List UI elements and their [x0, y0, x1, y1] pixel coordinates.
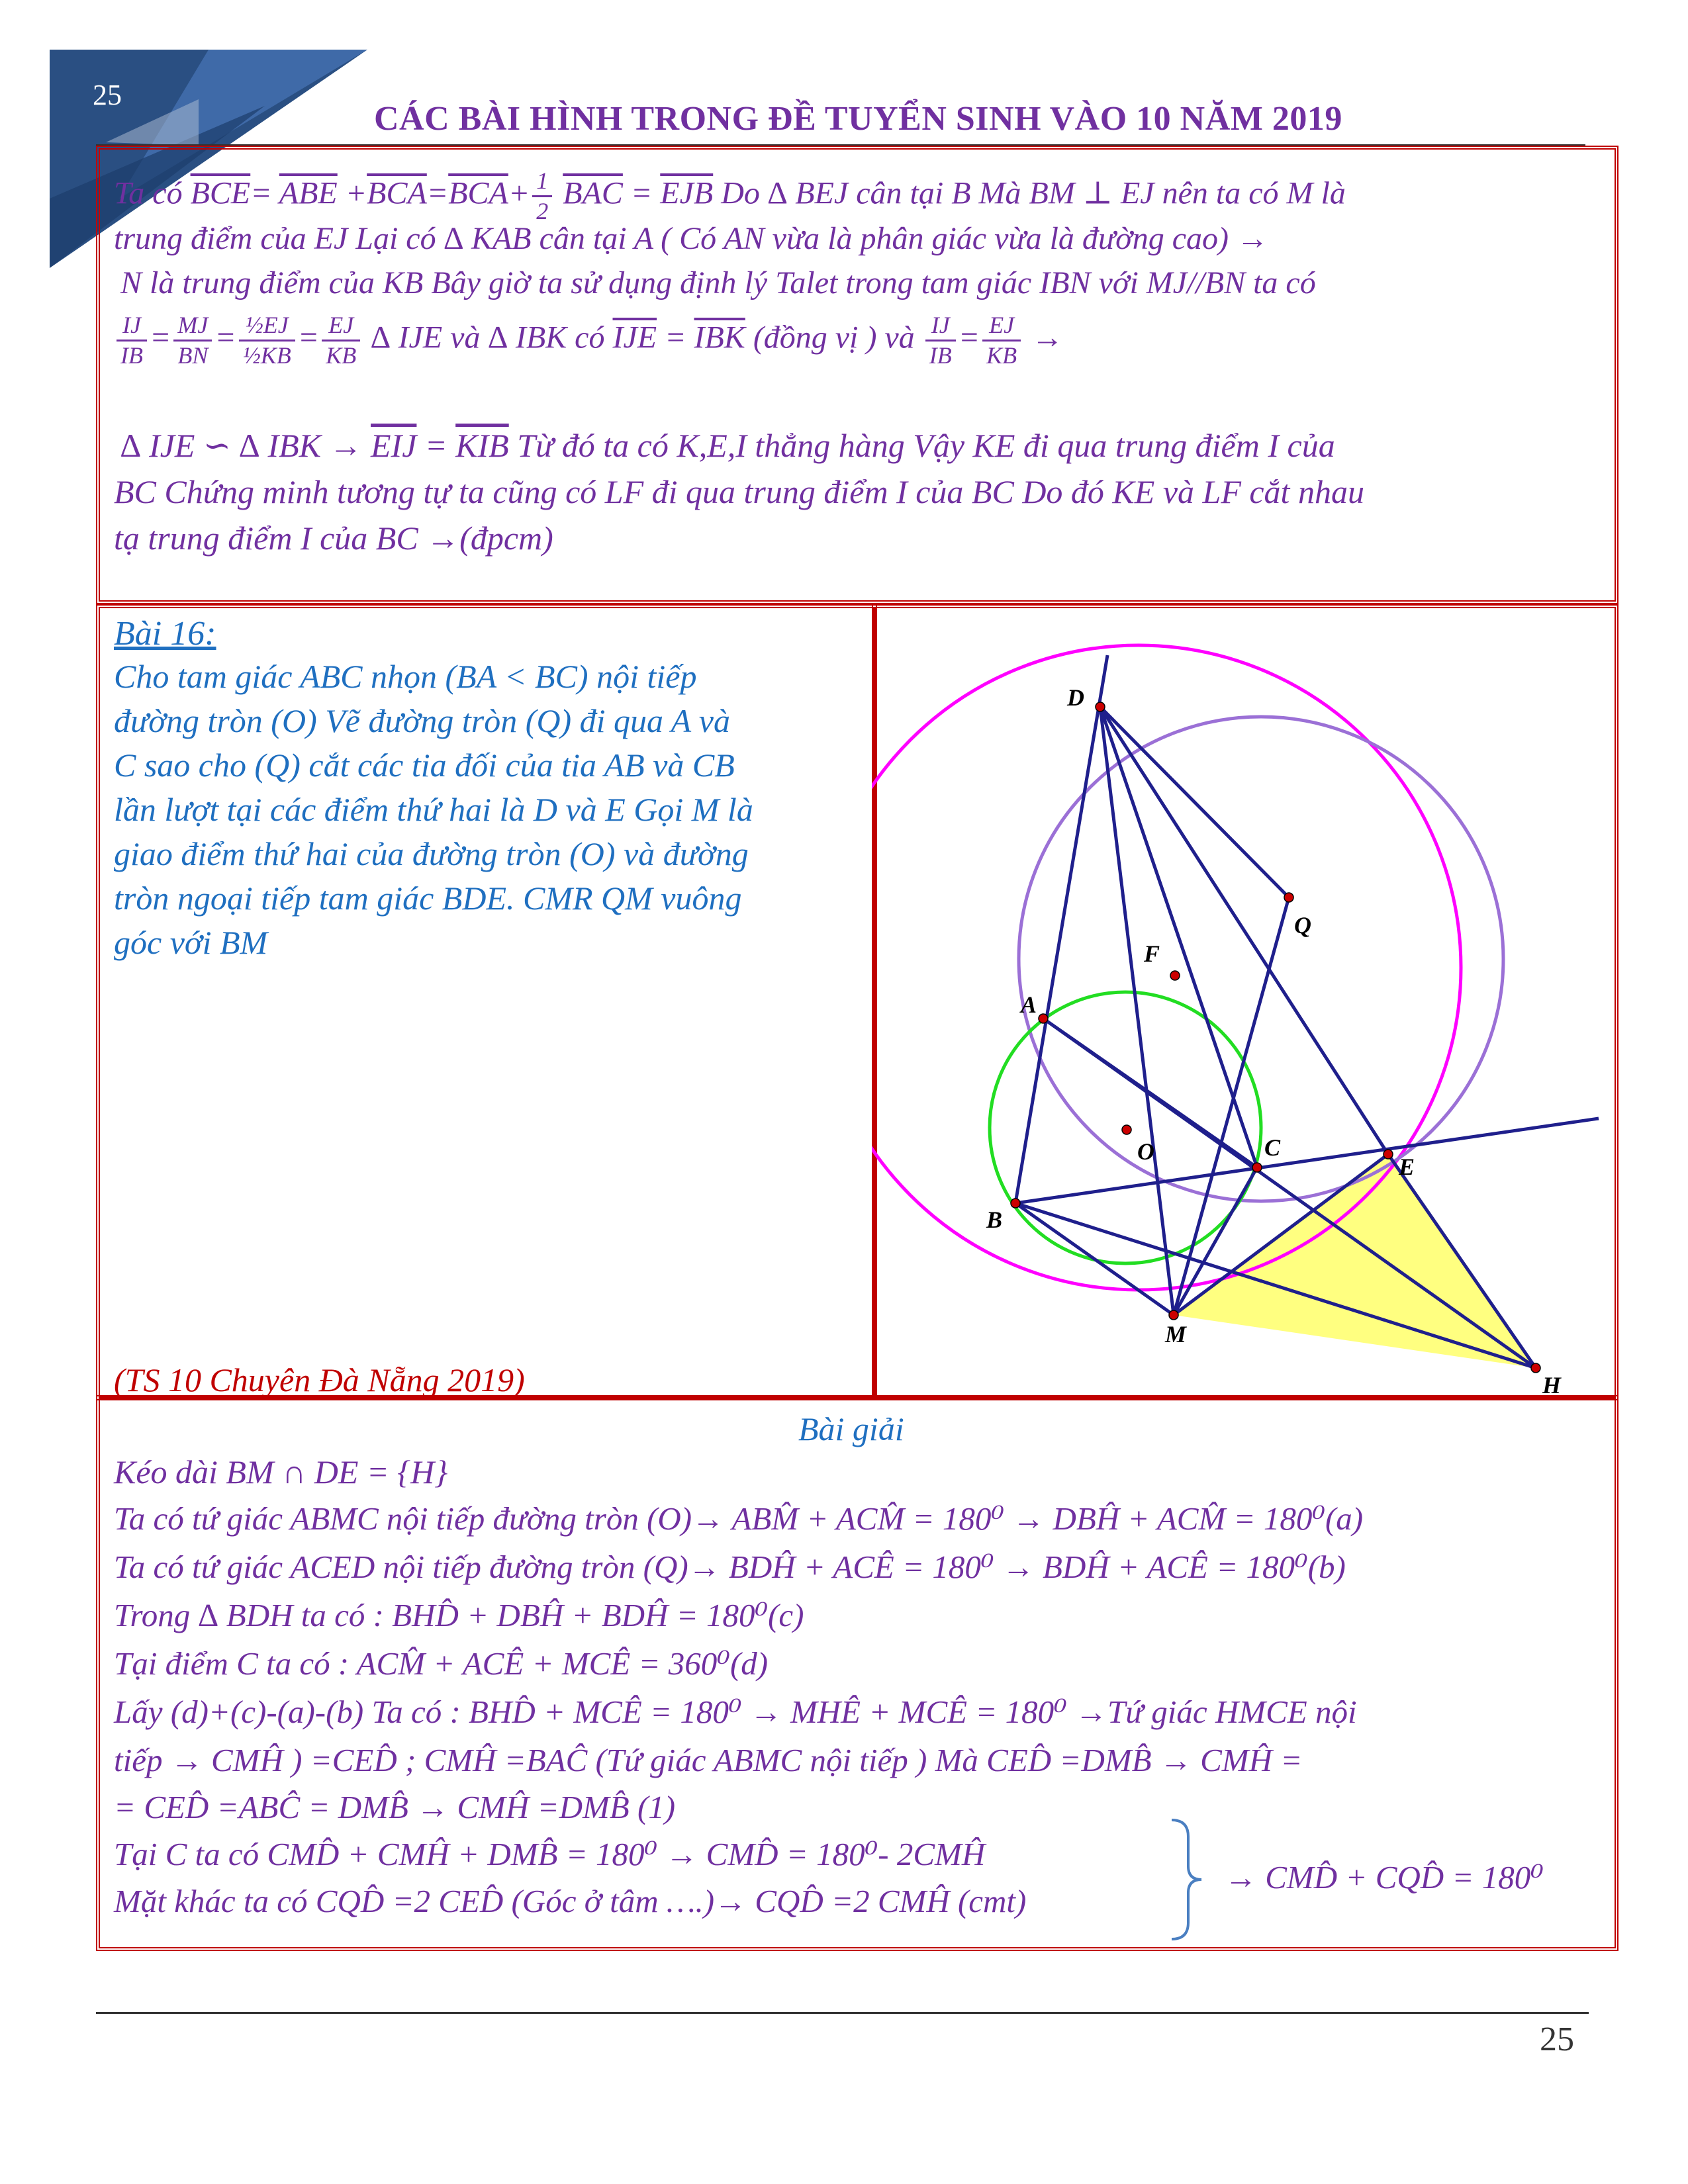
prev-line-7: tạ trung điểm I của BC →(đpcm)	[114, 520, 553, 557]
problem-line-5: giao điểm thứ hai của đường tròn (O) và đường	[114, 835, 749, 872]
problem-heading: Bài 16:	[114, 615, 216, 653]
half-den: 2	[536, 198, 549, 225]
prev-line-2: trung điểm của EJ Lại có ∆ KAB cân tại A ( Có AN vừa là phân giác vừa là đường cao) →	[114, 221, 1269, 256]
angle-ibk: $\overline{IBK}$	[694, 320, 745, 355]
line-bm	[1015, 1203, 1174, 1315]
point-b	[1011, 1199, 1020, 1208]
frac-mj-bn	[173, 311, 212, 370]
prev-l1n: Do ∆ BEJ cân tại B Mà BM ⊥ EJ nên ta có M là	[713, 175, 1346, 211]
prev-l1a: Ta có	[114, 175, 191, 211]
point-h	[1531, 1363, 1540, 1373]
solution-line-7: tiếp → CMĤ ) =CED̂ ; CMĤ =BAĈ (Tứ giác ABMC nội tiếp ) Mà CED̂ =DMB̂ → CMĤ =	[114, 1742, 1303, 1778]
problem-line-1: Cho tam giác ABC nhọn (BA < BC) nội tiếp	[114, 658, 697, 695]
angle-eij: $\overline{EIJ}$	[371, 427, 417, 464]
point-c	[1252, 1163, 1262, 1172]
solution-line-5: Tại điểm C ta có : ACM̂ + ACÊ + MCÊ = 360⁰(d)	[114, 1645, 769, 1682]
label-e: E	[1399, 1154, 1415, 1180]
label-b: B	[986, 1206, 1003, 1233]
eq-3: =	[297, 320, 320, 355]
label-o: O	[1137, 1138, 1154, 1165]
f5-den: IB	[929, 342, 952, 369]
angle-abe: $\overline{ABE}$	[279, 175, 338, 211]
prev-l4f: →	[1023, 320, 1064, 355]
header-page-number: 25	[93, 79, 122, 111]
prev-l1e: +	[337, 175, 367, 211]
point-e	[1383, 1150, 1393, 1159]
label-q: Q	[1294, 912, 1311, 938]
f4-num: EJ	[322, 311, 360, 341]
prev-line-1	[114, 167, 1346, 226]
solution-line-10: Mặt khác ta có CQD̂ =2 CED̂ (Góc ở tâm ….)→ CQD̂ =2 CMĤ (cmt)	[114, 1883, 1027, 1919]
prev-l4e: (đồng vị ) và	[745, 320, 923, 355]
prev-l5e: Từ đó ta có K,E,I thẳng hàng Vậy KE đi qua trung điểm I của	[508, 427, 1335, 464]
prev-l5a: ∆ IJE ∽ ∆ IBK →	[120, 427, 371, 464]
fraction-half	[532, 167, 552, 226]
point-f	[1170, 971, 1180, 980]
prev-l4c: =	[657, 320, 694, 355]
f3-num: ½EJ	[239, 311, 295, 341]
eq-1: =	[149, 320, 171, 355]
solution-line-6: Lấy (d)+(c)-(a)-(b) Ta có : BHD̂ + MCÊ = 180⁰ → MHÊ + MCÊ = 180⁰ →Tứ giác HMCE nội	[114, 1694, 1357, 1730]
point-m	[1169, 1310, 1178, 1320]
prev-l1i: +	[508, 175, 530, 211]
half-num: 1	[532, 167, 552, 197]
geometry-figure	[872, 604, 1618, 1400]
point-a	[1039, 1014, 1048, 1023]
angle-bca: $\overline{BCA}$	[367, 175, 427, 211]
frac-ej-kb-2	[982, 311, 1021, 370]
solution-line-1: Kéo dài BM ∩ DE = {H}	[114, 1453, 448, 1490]
f6-num: EJ	[982, 311, 1021, 341]
f4-den: KB	[326, 342, 357, 369]
f1-num: IJ	[117, 311, 147, 341]
solution-conclusion: → CMD̂ + CQD̂ = 180⁰	[1225, 1859, 1544, 1895]
prev-l1j	[555, 176, 563, 211]
label-h: H	[1542, 1372, 1562, 1398]
label-m: M	[1165, 1321, 1187, 1347]
f1-den: IB	[120, 342, 143, 369]
prev-l1l: =	[622, 175, 661, 211]
problem-line-7: góc với BM	[114, 924, 268, 961]
solution-line-4: Trong ∆ BDH ta có : BHD̂ + DBĤ + BDĤ = 180⁰(c)	[114, 1597, 804, 1633]
line-dm	[1100, 707, 1174, 1315]
label-c: C	[1264, 1134, 1281, 1161]
prev-l4a: ∆ IJE và ∆ IBK có	[363, 320, 613, 355]
label-f: F	[1144, 940, 1160, 967]
triangle-mce-h	[1174, 1154, 1536, 1368]
angle-kib: $\overline{KIB}$	[455, 427, 509, 464]
solution-line-9: Tại C ta có CMD̂ + CMĤ + DMB̂ = 180⁰ → CMD̂ = 180⁰- 2CMĤ	[114, 1836, 986, 1872]
line-bd	[1015, 655, 1107, 1203]
point-q	[1284, 893, 1293, 902]
problem-line-2: đường tròn (O) Vẽ đường tròn (Q) đi qua A và	[114, 702, 730, 739]
prev-line-6: BC Chứng minh tương tự ta cũng có LF đi qua trung điểm I của BC Do đó KE và LF cắt nhau	[114, 473, 1364, 510]
prev-l1g: =	[426, 175, 449, 211]
solution-line-8: = CED̂ =ABĈ = DMB̂ → CMĤ =DMB̂ (1)	[114, 1789, 676, 1825]
line-dq	[1100, 707, 1289, 897]
eq-4: =	[958, 320, 980, 355]
f2-den: BN	[177, 342, 209, 369]
angle-bce: $\overline{BCE}$	[190, 175, 251, 211]
problem-line-4: lần lượt tại các điểm thứ hai là D và E Gọi M là	[114, 791, 753, 828]
f6-den: KB	[986, 342, 1017, 369]
solution-line-2: Ta có tứ giác ABMC nội tiếp đường tròn (O)→ ABM̂ + ACM̂ = 180⁰ → DBĤ + ACM̂ = 180⁰(a)	[114, 1500, 1364, 1537]
angle-ejb: $\overline{EJB}$	[660, 175, 714, 211]
frac-ij-ib-2	[925, 311, 956, 370]
point-o	[1122, 1125, 1131, 1134]
point-d	[1096, 702, 1105, 711]
problem-line-6: tròn ngoại tiếp tam giác BDE. CMR QM vuông	[114, 880, 742, 917]
prev-line-5	[120, 429, 1335, 462]
page-title: CÁC BÀI HÌNH TRONG ĐỀ TUYỂN SINH VÀO 10 NĂM 2019	[374, 100, 1342, 138]
frac-ij-ib	[117, 311, 147, 370]
prev-l5c: =	[416, 427, 456, 464]
angle-ije: $\overline{IJE}$	[612, 320, 657, 355]
eq-2: =	[214, 320, 236, 355]
problem-source: (TS 10 Chuyên Đà Nẵng 2019)	[114, 1361, 525, 1398]
footer-page-number: 25	[1540, 2021, 1574, 2058]
solution-line-3: Ta có tứ giác ACED nội tiếp đường tròn (Q)→ BDĤ + ACÊ = 180⁰ → BDĤ + ACÊ = 180⁰(b)	[114, 1549, 1346, 1585]
line-be	[1015, 1118, 1599, 1203]
label-a: A	[1021, 991, 1037, 1018]
angle-bac: $\overline{BAC}$	[563, 175, 623, 211]
angle-bca-2: $\overline{BCA}$	[448, 175, 508, 211]
curly-brace	[1165, 1817, 1205, 1942]
f3-den: ½KB	[242, 342, 291, 369]
f5-num: IJ	[925, 311, 956, 341]
f2-num: MJ	[173, 311, 212, 341]
frac-half-ej-kb	[239, 311, 295, 370]
solution-heading: Bài giải	[798, 1410, 904, 1447]
prev-line-3: N là trung điểm của KB Bây giờ ta sử dụng định lý Talet trong tam giác IBN với MJ//BN ta có	[120, 265, 1316, 300]
footer-rule	[96, 2012, 1589, 2014]
prev-l1c: =	[250, 175, 279, 211]
problem-line-3: C sao cho (Q) cắt các tia đối của tia AB và CB	[114, 747, 735, 784]
frac-ej-kb	[322, 311, 360, 370]
label-d: D	[1067, 684, 1084, 711]
prev-line-4	[114, 311, 1063, 370]
